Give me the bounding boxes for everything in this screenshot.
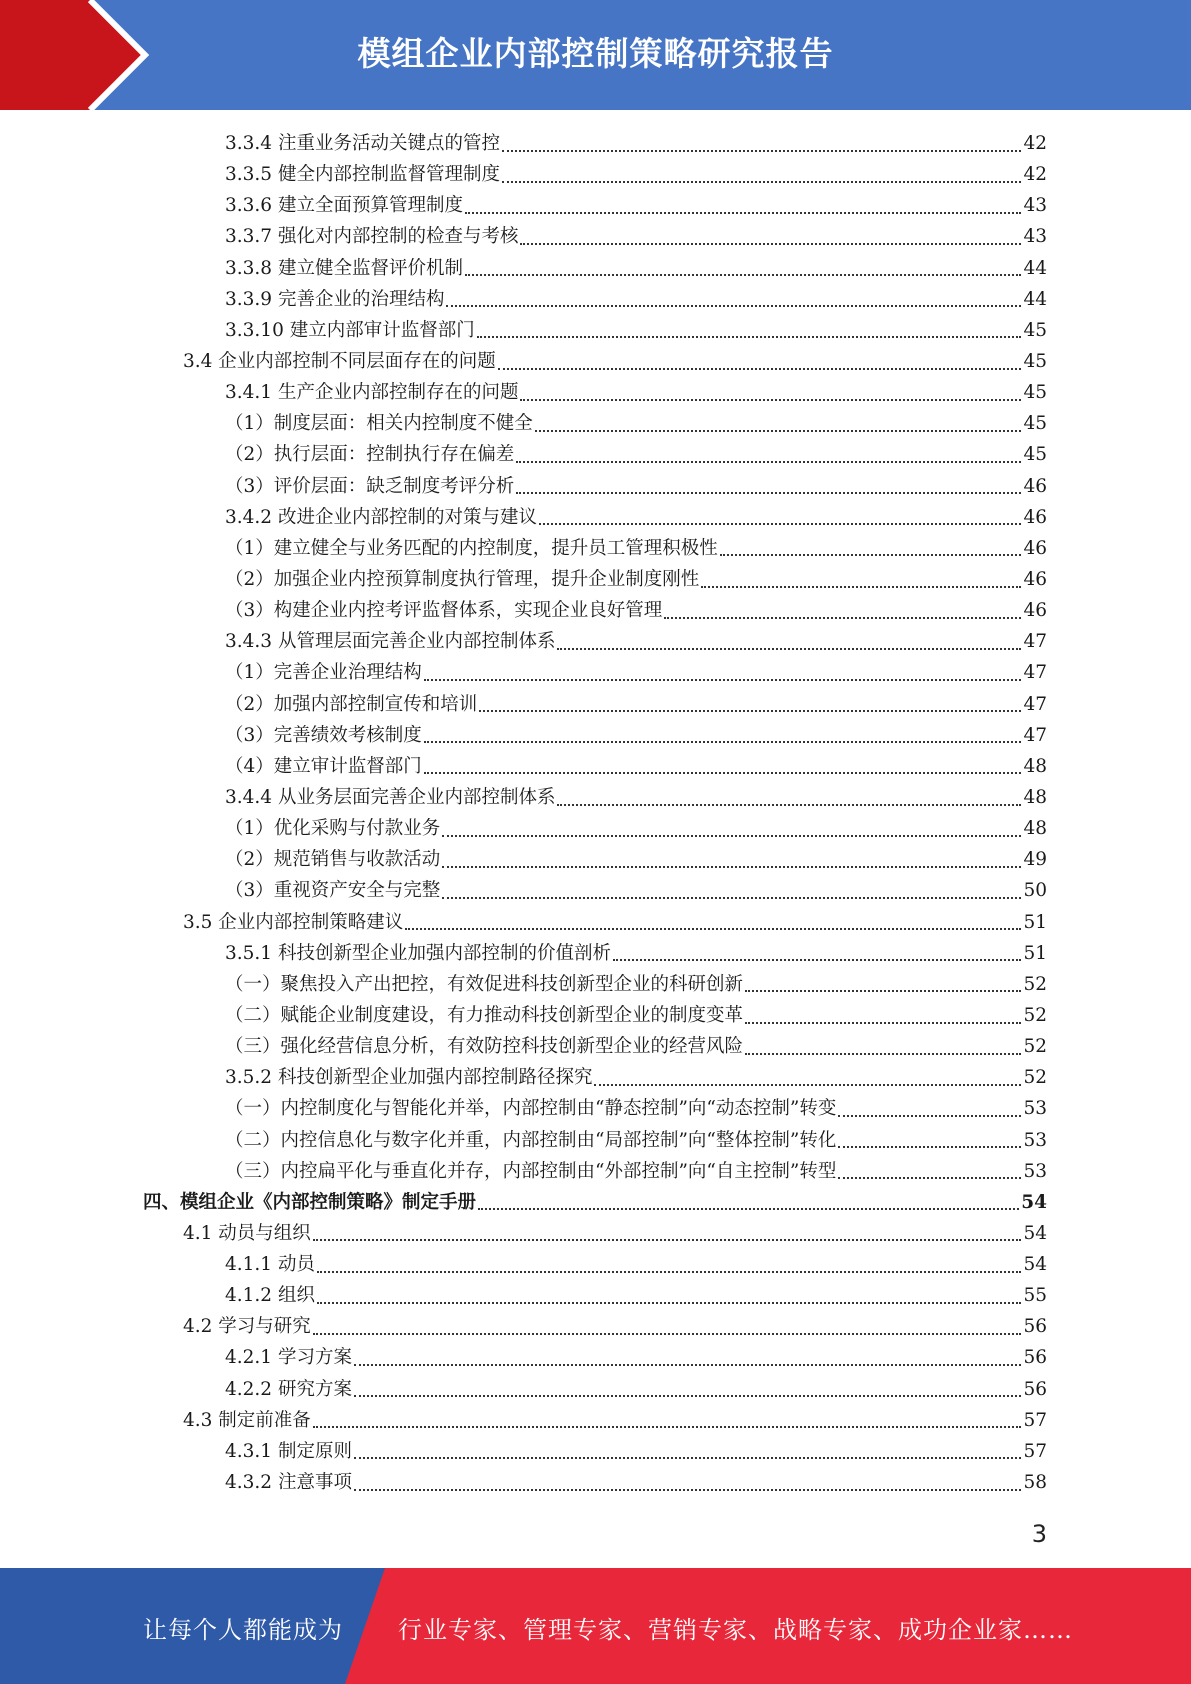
toc-dot-leader	[478, 1208, 1019, 1210]
toc-entry-title: 3.3.7 强化对内部控制的检查与考核	[225, 226, 519, 248]
toc-entry[interactable]	[0, 439, 1191, 470]
toc-entry-page: 53	[1023, 1098, 1047, 1120]
toc-entry-title: （三）强化经营信息分析，有效防控科技创新型企业的经营风险	[225, 1036, 744, 1058]
toc-entry-page: 58	[1023, 1472, 1047, 1494]
toc-dot-leader	[442, 866, 1021, 868]
toc-dot-leader	[838, 1177, 1021, 1179]
page-header	[0, 0, 1191, 110]
toc-dot-leader	[477, 336, 1022, 338]
toc-entry[interactable]	[0, 1062, 1191, 1093]
toc-entry[interactable]	[0, 1280, 1191, 1311]
toc-dot-leader	[442, 897, 1021, 899]
toc-entry-title: 4.2 学习与研究	[183, 1316, 311, 1338]
toc-entry-page: 52	[1023, 973, 1047, 995]
toc-entry-title: 3.5.2 科技创新型企业加强内部控制路径探究	[225, 1067, 593, 1089]
toc-dot-leader	[745, 990, 1021, 992]
toc-entry[interactable]	[0, 689, 1191, 720]
toc-entry-title: 3.5 企业内部控制策略建议	[183, 911, 404, 933]
toc-entry-page: 47	[1023, 724, 1047, 746]
toc-entry-title: 四、模组企业《内部控制策略》制定手册	[143, 1191, 477, 1213]
page-footer	[0, 1568, 1191, 1684]
toc-dot-leader	[405, 928, 1021, 930]
toc-entry-page: 53	[1023, 1129, 1047, 1151]
toc-entry-page: 52	[1023, 1004, 1047, 1026]
toc-entry[interactable]	[0, 284, 1191, 315]
toc-dot-leader	[313, 1239, 1022, 1241]
toc-entry[interactable]	[0, 1467, 1191, 1498]
toc-entry-page: 48	[1023, 818, 1047, 840]
toc-entry-page: 48	[1023, 755, 1047, 777]
toc-entry-page: 54	[1021, 1191, 1047, 1213]
toc-dot-leader	[317, 1302, 1022, 1304]
toc-entry-page: 43	[1023, 226, 1047, 248]
toc-entry[interactable]	[0, 221, 1191, 252]
toc-entry[interactable]	[0, 1187, 1191, 1218]
toc-entry[interactable]	[0, 1342, 1191, 1373]
toc-entry-page: 46	[1023, 537, 1047, 559]
toc-dot-leader	[745, 1053, 1021, 1055]
toc-dot-leader	[594, 1084, 1021, 1086]
toc-dot-leader	[516, 492, 1021, 494]
toc-entry-page: 43	[1023, 195, 1047, 217]
toc-dot-leader	[701, 586, 1021, 588]
toc-dot-leader	[354, 1395, 1022, 1397]
toc-entry[interactable]	[0, 1249, 1191, 1280]
toc-entry-page: 52	[1023, 1036, 1047, 1058]
toc-entry-page: 42	[1023, 164, 1047, 186]
toc-dot-leader	[424, 741, 1022, 743]
toc-entry[interactable]	[0, 253, 1191, 284]
toc-entry[interactable]	[0, 657, 1191, 688]
toc-dot-leader	[838, 1146, 1021, 1148]
toc-dot-leader	[520, 399, 1021, 401]
toc-dot-leader	[502, 150, 1021, 152]
toc-entry-title: 4.3.1 制定原则	[225, 1440, 352, 1462]
toc-dot-leader	[479, 710, 1021, 712]
toc-entry-title: （3）构建企业内控考评监督体系，实现企业良好管理	[225, 600, 663, 622]
toc-entry[interactable]	[0, 1000, 1191, 1031]
table-of-contents	[0, 128, 1191, 1498]
toc-entry-page: 55	[1023, 1285, 1047, 1307]
toc-entry[interactable]	[0, 626, 1191, 657]
toc-entry-title: 4.1.2 组织	[225, 1285, 315, 1307]
toc-entry-page: 56	[1023, 1347, 1047, 1369]
toc-entry[interactable]	[0, 128, 1191, 159]
toc-entry-page: 47	[1023, 662, 1047, 684]
toc-entry-title: 4.1 动员与组织	[183, 1222, 311, 1244]
toc-dot-leader	[613, 959, 1021, 961]
toc-entry-title: 3.4 企业内部控制不同层面存在的问题	[183, 350, 496, 372]
toc-entry-page: 45	[1023, 382, 1047, 404]
toc-entry[interactable]	[0, 1374, 1191, 1405]
toc-entry-title: 4.2.2 研究方案	[225, 1378, 352, 1400]
toc-entry[interactable]	[0, 1125, 1191, 1156]
toc-entry[interactable]	[0, 938, 1191, 969]
toc-entry-title: （3）完善绩效考核制度	[225, 724, 422, 746]
toc-entry-page: 46	[1023, 600, 1047, 622]
toc-entry[interactable]	[0, 907, 1191, 938]
toc-dot-leader	[354, 1457, 1022, 1459]
toc-entry[interactable]	[0, 346, 1191, 377]
toc-entry-title: （1）优化采购与付款业务	[225, 818, 441, 840]
toc-dot-leader	[664, 617, 1021, 619]
toc-dot-leader	[557, 804, 1021, 806]
toc-entry[interactable]	[0, 844, 1191, 875]
toc-entry-title: （三）内控扁平化与垂直化并存，内部控制由“外部控制”向“自主控制”转型	[225, 1160, 837, 1182]
toc-dot-leader	[557, 648, 1021, 650]
toc-entry-title: 4.3.2 注意事项	[225, 1472, 352, 1494]
toc-entry[interactable]	[0, 377, 1191, 408]
toc-dot-leader	[516, 461, 1021, 463]
toc-entry-page: 47	[1023, 693, 1047, 715]
toc-entry-title: 3.3.8 建立健全监督评价机制	[225, 257, 463, 279]
toc-entry-page: 51	[1023, 942, 1047, 964]
toc-entry-title: 4.1.1 动员	[225, 1254, 315, 1276]
toc-entry-title: 4.2.1 学习方案	[225, 1347, 352, 1369]
toc-entry-page: 47	[1023, 631, 1047, 653]
toc-entry-title: （1）建立健全与业务匹配的内控制度，提升员工管理积极性	[225, 537, 718, 559]
toc-entry-page: 48	[1023, 786, 1047, 808]
toc-dot-leader	[446, 305, 1021, 307]
toc-entry-title: （1）制度层面：相关内控制度不健全	[225, 413, 533, 435]
toc-entry-title: （二）赋能企业制度建设，有力推动科技创新型企业的制度变革	[225, 1004, 744, 1026]
toc-entry[interactable]	[0, 315, 1191, 346]
toc-dot-leader	[424, 772, 1022, 774]
toc-dot-leader	[465, 212, 1021, 214]
toc-entry-title: （2）加强企业内控预算制度执行管理，提升企业制度刚性	[225, 568, 700, 590]
toc-entry-title: 3.3.5 健全内部控制监督管理制度	[225, 164, 500, 186]
toc-dot-leader	[838, 1115, 1021, 1117]
toc-entry[interactable]	[0, 782, 1191, 813]
toc-entry-page: 57	[1023, 1440, 1047, 1462]
toc-entry-page: 45	[1023, 350, 1047, 372]
toc-entry-title: 3.3.9 完善企业的治理结构	[225, 288, 445, 310]
toc-dot-leader	[442, 835, 1021, 837]
toc-entry[interactable]	[0, 969, 1191, 1000]
toc-entry[interactable]	[0, 1031, 1191, 1062]
toc-entry-page: 44	[1023, 257, 1047, 279]
toc-entry-page: 46	[1023, 568, 1047, 590]
toc-entry[interactable]	[0, 408, 1191, 439]
toc-entry-page: 45	[1023, 413, 1047, 435]
toc-entry-page: 53	[1023, 1160, 1047, 1182]
toc-entry-page: 51	[1023, 911, 1047, 933]
toc-entry[interactable]	[0, 751, 1191, 782]
document-title: 模组企业内部控制策略研究报告	[357, 34, 834, 73]
toc-entry-title: 3.4.3 从管理层面完善企业内部控制体系	[225, 631, 556, 653]
toc-entry-title: （3）重视资产安全与完整	[225, 880, 441, 902]
toc-entry-title: 3.5.1 科技创新型企业加强内部控制的价值剖析	[225, 942, 611, 964]
toc-entry[interactable]	[0, 813, 1191, 844]
footer-slogan-left: 让每个人都能成为	[143, 1616, 343, 1644]
toc-entry-title: （2）加强内部控制宣传和培训	[225, 693, 478, 715]
toc-dot-leader	[720, 554, 1022, 556]
toc-dot-leader	[354, 1489, 1022, 1491]
toc-entry-title: （二）内控信息化与数字化并重，内部控制由“局部控制”向“整体控制”转化	[225, 1129, 837, 1151]
toc-dot-leader	[520, 243, 1021, 245]
toc-entry-page: 56	[1023, 1316, 1047, 1338]
toc-entry[interactable]	[0, 564, 1191, 595]
toc-dot-leader	[313, 1333, 1022, 1335]
toc-entry-title: 3.4.2 改进企业内部控制的对策与建议	[225, 506, 537, 528]
toc-entry[interactable]	[0, 1093, 1191, 1124]
toc-entry-title: （1）完善企业治理结构	[225, 662, 422, 684]
toc-entry-title: （2）执行层面：控制执行存在偏差	[225, 444, 515, 466]
toc-entry-title: （一）聚焦投入产出把控，有效促进科技创新型企业的科研创新	[225, 973, 744, 995]
toc-entry[interactable]	[0, 533, 1191, 564]
toc-dot-leader	[424, 679, 1022, 681]
toc-entry[interactable]	[0, 471, 1191, 502]
toc-entry[interactable]	[0, 502, 1191, 533]
toc-dot-leader	[502, 181, 1021, 183]
toc-entry-page: 50	[1023, 880, 1047, 902]
toc-entry[interactable]	[0, 1218, 1191, 1249]
toc-entry-title: （2）规范销售与收款活动	[225, 849, 441, 871]
toc-entry-title: 4.3 制定前准备	[183, 1409, 311, 1431]
toc-dot-leader	[465, 274, 1021, 276]
toc-entry[interactable]	[0, 190, 1191, 221]
toc-entry-page: 56	[1023, 1378, 1047, 1400]
toc-entry-title: 3.3.10 建立内部审计监督部门	[225, 319, 475, 341]
toc-entry-page: 54	[1023, 1222, 1047, 1244]
toc-dot-leader	[498, 368, 1022, 370]
toc-dot-leader	[317, 1271, 1022, 1273]
toc-dot-leader	[354, 1364, 1022, 1366]
toc-entry-page: 42	[1023, 133, 1047, 154]
toc-entry-page: 45	[1023, 319, 1047, 341]
toc-entry-title: （4）建立审计监督部门	[225, 755, 422, 777]
toc-entry-title: （3）评价层面：缺乏制度考评分析	[225, 475, 515, 497]
toc-entry-title: 3.4.1 生产企业内部控制存在的问题	[225, 382, 519, 404]
toc-entry-page: 49	[1023, 849, 1047, 871]
toc-entry-title: 3.3.6 建立全面预算管理制度	[225, 195, 463, 217]
toc-dot-leader	[539, 523, 1021, 525]
page-number: 3	[1031, 1520, 1047, 1548]
toc-entry[interactable]	[0, 720, 1191, 751]
toc-entry[interactable]	[0, 1405, 1191, 1436]
toc-entry-page: 57	[1023, 1409, 1047, 1431]
toc-entry-page: 46	[1023, 506, 1047, 528]
toc-entry-title: 3.4.4 从业务层面完善企业内部控制体系	[225, 786, 556, 808]
toc-entry-page: 45	[1023, 444, 1047, 466]
toc-entry[interactable]	[0, 1436, 1191, 1467]
toc-entry[interactable]	[0, 875, 1191, 906]
toc-entry-page: 44	[1023, 288, 1047, 310]
toc-entry-page: 46	[1023, 475, 1047, 497]
toc-dot-leader	[313, 1426, 1022, 1428]
toc-entry-page: 52	[1023, 1067, 1047, 1089]
toc-entry[interactable]	[0, 1311, 1191, 1342]
toc-entry[interactable]	[0, 595, 1191, 626]
toc-dot-leader	[745, 1022, 1021, 1024]
toc-entry[interactable]	[0, 159, 1191, 190]
footer-slogan-right: 行业专家、管理专家、营销专家、战略专家、成功企业家……	[398, 1616, 1073, 1644]
toc-dot-leader	[535, 430, 1022, 432]
toc-entry[interactable]	[0, 1156, 1191, 1187]
toc-entry-title: 3.3.4 注重业务活动关键点的管控	[225, 133, 500, 154]
toc-entry-page: 54	[1023, 1254, 1047, 1276]
toc-entry-title: （一）内控制度化与智能化并举，内部控制由“静态控制”向“动态控制”转变	[225, 1098, 837, 1120]
